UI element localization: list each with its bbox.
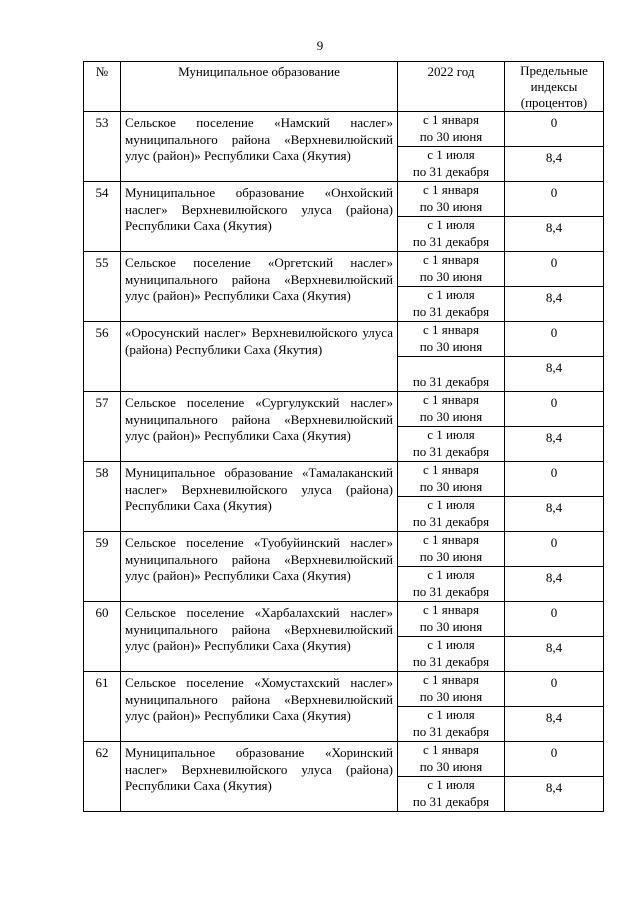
row-number: 53 — [84, 112, 121, 182]
municipality-name: Сельское поселение «Оргетский наслег» муниципального района «Верхневилюйский улус (район)» Республики Саха (Якутия) — [121, 252, 398, 322]
limit-index-first-half: 0 — [505, 112, 604, 147]
period-first-half — [398, 112, 505, 147]
row-number: 54 — [84, 182, 121, 252]
period-start: с 1 июля — [427, 497, 475, 512]
row-number: 61 — [84, 672, 121, 742]
limit-index-first-half: 0 — [505, 532, 604, 567]
limit-index-first-half: 0 — [505, 322, 604, 357]
period-end: по 30 июня — [419, 128, 483, 144]
header-limit-index: Предельные индексы (процентов) — [505, 62, 604, 112]
period-first-half — [398, 462, 505, 497]
limit-index-first-half: 0 — [505, 602, 604, 637]
row-number: 56 — [84, 322, 121, 392]
period-first-half — [398, 182, 505, 217]
period-end: по 30 июня — [419, 338, 483, 354]
header-municipality: Муниципальное образование — [121, 62, 398, 112]
period-start: с 1 июля — [427, 777, 475, 792]
table-row — [84, 672, 604, 707]
row-number: 57 — [84, 392, 121, 462]
table-row — [84, 602, 604, 637]
table-body — [84, 112, 604, 812]
period-end: по 30 июня — [419, 268, 483, 284]
period-end: по 30 июня — [419, 688, 483, 704]
table-row — [84, 252, 604, 287]
period-start: с 1 января — [423, 112, 479, 127]
limit-index-second-half: 8,4 — [505, 217, 604, 252]
limit-index-first-half: 0 — [505, 462, 604, 497]
period-end: по 31 декабря — [412, 513, 490, 529]
period-start: с 1 января — [423, 532, 479, 547]
period-end: по 31 декабря — [412, 233, 490, 249]
period-end: по 30 июня — [419, 758, 483, 774]
tariff-index-table — [83, 61, 604, 812]
limit-index-first-half: 0 — [505, 742, 604, 777]
period-first-half — [398, 252, 505, 287]
table-header-row — [84, 62, 604, 112]
period-end: по 30 июня — [419, 408, 483, 424]
period-second-half — [398, 287, 505, 322]
period-end: по 30 июня — [419, 618, 483, 634]
table-row — [84, 532, 604, 567]
table-row — [84, 112, 604, 147]
table-row — [84, 742, 604, 777]
limit-index-second-half: 8,4 — [505, 567, 604, 602]
period-start: с 1 июля — [427, 637, 475, 652]
period-end: по 31 декабря — [412, 303, 490, 319]
limit-index-first-half: 0 — [505, 672, 604, 707]
row-number: 58 — [84, 462, 121, 532]
period-start: с 1 июля — [427, 147, 475, 162]
period-end: по 31 декабря — [412, 723, 490, 739]
period-start: с 1 июля — [427, 427, 475, 442]
period-second-half — [398, 637, 505, 672]
period-end: по 31 декабря — [412, 653, 490, 669]
table-row — [84, 322, 604, 357]
period-start: с 1 января — [423, 252, 479, 267]
limit-index-second-half: 8,4 — [505, 357, 604, 392]
period-start: с 1 января — [423, 322, 479, 337]
table-row — [84, 392, 604, 427]
municipality-name: Муниципальное образование «Хоринский наслег» Верхневилюйского улуса (района) Республики Саха (Якутия) — [121, 742, 398, 812]
period-start — [398, 357, 504, 374]
period-end: по 30 июня — [419, 198, 483, 214]
period-end: по 31 декабря — [412, 373, 490, 389]
municipality-name: Сельское поселение «Намский наслег» муниципального района «Верхневилюйский улус (район)» Республики Саха (Якутия) — [121, 112, 398, 182]
period-start: с 1 января — [423, 672, 479, 687]
period-start: с 1 января — [423, 602, 479, 617]
header-year: 2022 год — [398, 62, 505, 112]
period-second-half — [398, 497, 505, 532]
municipality-name: Муниципальное образование «Тамалаканский наслег» Верхневилюйского улуса (района) Республики Саха (Якутия) — [121, 462, 398, 532]
municipality-name: Сельское поселение «Харбалахский наслег» муниципального района «Верхневилюйский улус (район)» Республики Саха (Якутия) — [121, 602, 398, 672]
period-end: по 31 декабря — [412, 163, 490, 179]
period-second-half — [398, 427, 505, 462]
period-start: с 1 июля — [427, 217, 475, 232]
limit-index-first-half: 0 — [505, 182, 604, 217]
period-first-half — [398, 392, 505, 427]
period-second-half — [398, 217, 505, 252]
period-start: с 1 июля — [427, 707, 475, 722]
period-start: с 1 января — [423, 392, 479, 407]
limit-index-second-half: 8,4 — [505, 427, 604, 462]
period-second-half — [398, 357, 505, 392]
limit-index-first-half: 0 — [505, 252, 604, 287]
limit-index-second-half: 8,4 — [505, 287, 604, 322]
municipality-name: Сельское поселение «Туобуйинский наслег» муниципального района «Верхневилюйский улус (район)» Республики Саха (Якутия) — [121, 532, 398, 602]
row-number: 60 — [84, 602, 121, 672]
limit-index-second-half: 8,4 — [505, 147, 604, 182]
period-end: по 31 декабря — [412, 583, 490, 599]
limit-index-second-half: 8,4 — [505, 637, 604, 672]
limit-index-second-half: 8,4 — [505, 707, 604, 742]
municipality-name: Муниципальное образование «Онхойский наслег» Верхневилюйского улуса (района) Республики Саха (Якутия) — [121, 182, 398, 252]
municipality-name: Сельское поселение «Сургулукский наслег» муниципального района «Верхневилюйский улус (район)» Республики Саха (Якутия) — [121, 392, 398, 462]
table-row — [84, 182, 604, 217]
period-start: с 1 июля — [427, 567, 475, 582]
period-first-half — [398, 532, 505, 567]
period-start: с 1 июля — [427, 287, 475, 302]
table-row — [84, 462, 604, 497]
row-number: 62 — [84, 742, 121, 812]
header-number: № — [84, 62, 121, 112]
municipality-name: Сельское поселение «Хомустахский наслег» муниципального района «Верхневилюйский улус (район)» Республики Саха (Якутия) — [121, 672, 398, 742]
period-second-half — [398, 707, 505, 742]
period-second-half — [398, 147, 505, 182]
period-first-half — [398, 742, 505, 777]
period-end: по 30 июня — [419, 478, 483, 494]
row-number: 59 — [84, 532, 121, 602]
period-start: с 1 января — [423, 462, 479, 477]
period-start: с 1 января — [423, 182, 479, 197]
period-first-half — [398, 672, 505, 707]
limit-index-first-half: 0 — [505, 392, 604, 427]
municipality-name: «Оросунский наслег» Верхневилюйского улуса (района) Республики Саха (Якутия) — [121, 322, 398, 392]
limit-index-second-half: 8,4 — [505, 777, 604, 812]
period-end: по 31 декабря — [412, 793, 490, 809]
period-first-half — [398, 602, 505, 637]
limit-index-second-half: 8,4 — [505, 497, 604, 532]
page-number: 9 — [316, 38, 324, 53]
period-end: по 31 декабря — [412, 443, 490, 459]
row-number: 55 — [84, 252, 121, 322]
period-end: по 30 июня — [419, 548, 483, 564]
period-second-half — [398, 777, 505, 812]
period-start: с 1 января — [423, 742, 479, 757]
period-first-half — [398, 322, 505, 357]
period-second-half — [398, 567, 505, 602]
